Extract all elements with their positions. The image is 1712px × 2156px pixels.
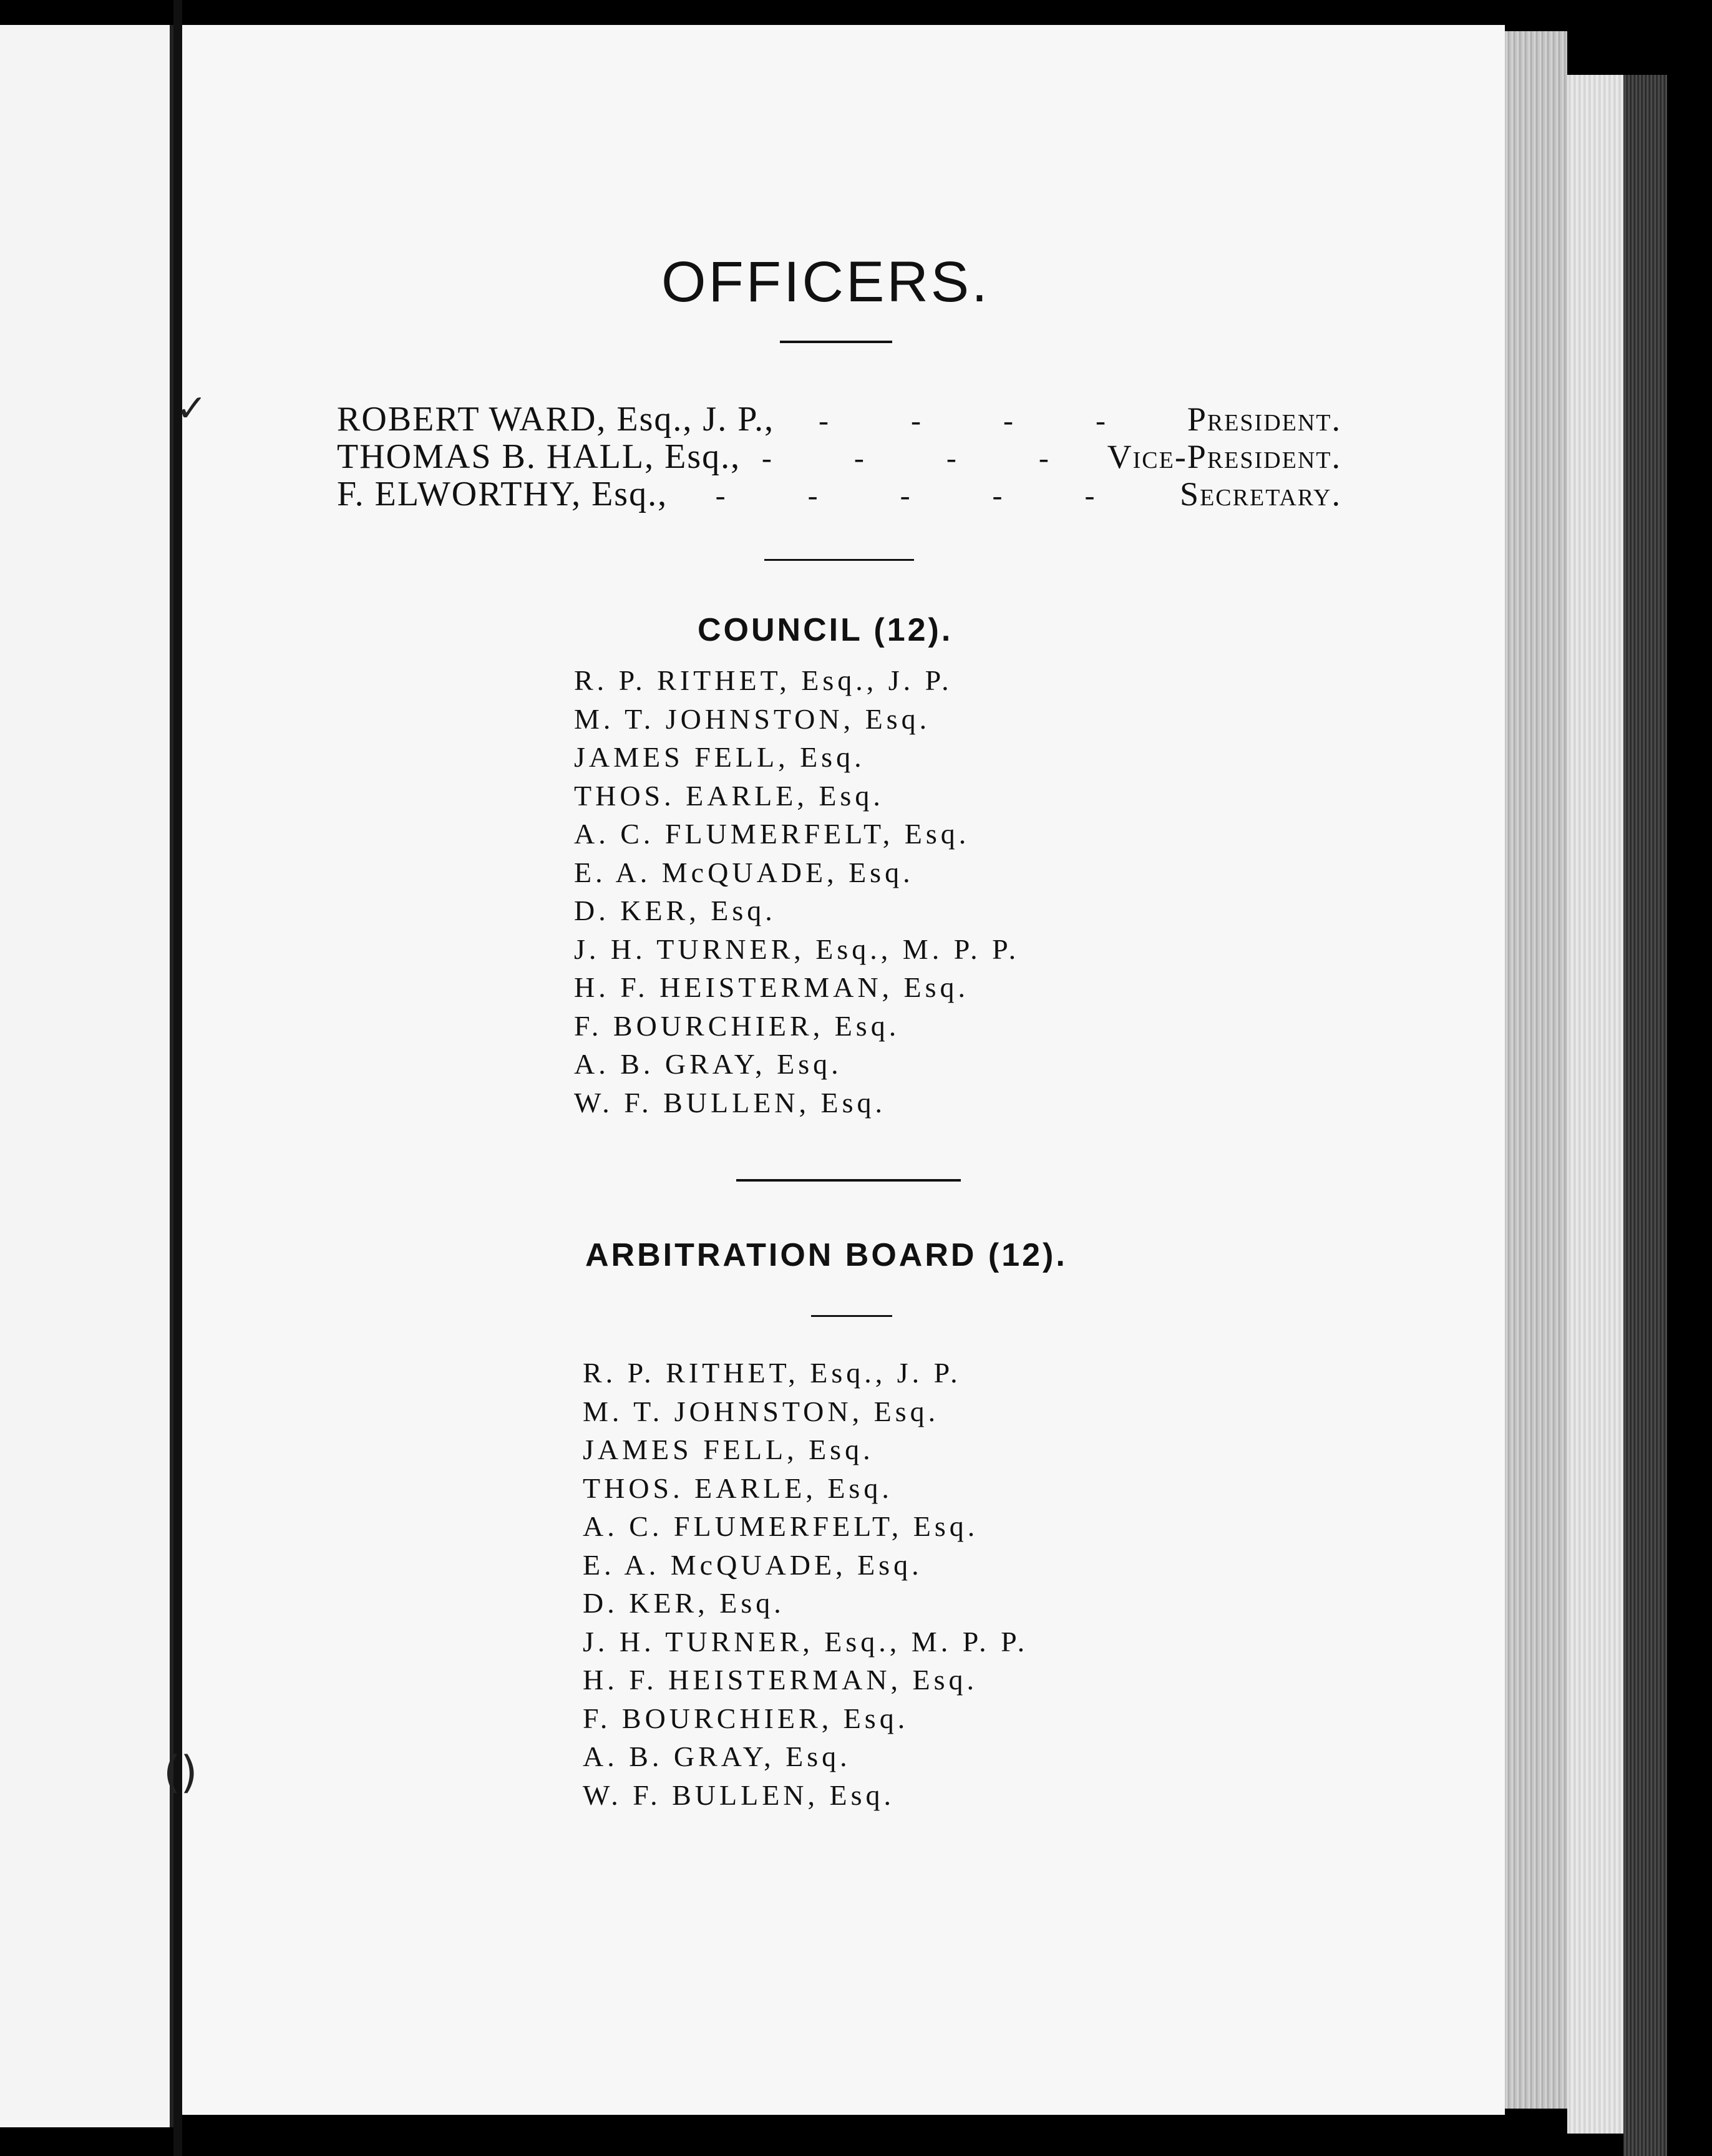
list-item: M. T. JOHNSTON, Esq. [583, 1395, 940, 1427]
officer-row [337, 399, 1341, 437]
list-item: F. BOURCHIER, Esq. [574, 1009, 900, 1042]
list-item: J. H. TURNER, Esq., M. P. P. [574, 933, 1020, 965]
officer-row [337, 474, 1341, 512]
page-title: OFFICERS. [661, 250, 990, 314]
arbitration-board-heading: ARBITRATION BOARD (12). [585, 1237, 1068, 1273]
leader-dashes: - - - - [819, 404, 1143, 437]
list-item: THOS. EARLE, Esq. [583, 1472, 893, 1504]
list-item: THOS. EARLE, Esq. [574, 779, 884, 812]
council-list [574, 661, 1019, 1122]
list-item: A. B. GRAY, Esq. [583, 1741, 851, 1772]
scan-mark-top: ✓ [176, 387, 208, 430]
list-item: JAMES FELL, Esq. [583, 1434, 874, 1465]
council-heading: COUNCIL (12). [698, 612, 953, 648]
book-cover-edge [1623, 75, 1667, 2156]
list-item: W. F. BULLEN, Esq. [583, 1779, 895, 1811]
officer-role: Vice-President. [1107, 438, 1341, 475]
scan-mark-bottom: () [163, 1747, 198, 1798]
officer-row [337, 437, 1341, 474]
list-item: W. F. BULLEN, Esq. [574, 1086, 887, 1119]
list-item: A. C. FLUMERFELT, Esq. [574, 818, 970, 850]
title-rule [780, 341, 892, 343]
list-item: E. A. McQUADE, Esq. [574, 856, 914, 888]
list-item: JAMES FELL, Esq. [574, 741, 865, 773]
officers-list [337, 399, 1341, 512]
leader-dashes: - - - - - [715, 479, 1132, 512]
list-item: R. P. RITHET, Esq., J. P. [583, 1357, 961, 1389]
facing-page [0, 25, 173, 2127]
arbitration-board-list [583, 1354, 1028, 1814]
list-item: H. F. HEISTERMAN, Esq. [583, 1664, 978, 1696]
officer-name: ROBERT WARD, Esq., J. P., [337, 400, 775, 439]
list-item: D. KER, Esq. [574, 895, 776, 926]
page-stack-edge [1505, 31, 1567, 2109]
leader-dashes: - - - - [761, 442, 1086, 475]
arbitration-rule [811, 1315, 892, 1317]
list-item: R. P. RITHET, Esq., J. P. [574, 664, 953, 696]
officer-name: F. ELWORTHY, Esq., [337, 475, 668, 513]
list-item: M. T. JOHNSTON, Esq. [574, 702, 931, 735]
list-item: H. F. HEISTERMAN, Esq. [574, 971, 970, 1003]
list-item: A. B. GRAY, Esq. [574, 1048, 842, 1080]
council-rule [736, 1179, 961, 1182]
officer-role: Secretary. [1180, 475, 1341, 513]
list-item: J. H. TURNER, Esq., M. P. P. [583, 1625, 1029, 1658]
list-item: E. A. McQUADE, Esq. [583, 1548, 923, 1581]
officer-role: President. [1187, 401, 1341, 438]
officers-rule [764, 559, 914, 561]
list-item: F. BOURCHIER, Esq. [583, 1702, 909, 1734]
list-item: A. C. FLUMERFELT, Esq. [583, 1510, 979, 1542]
list-item: D. KER, Esq. [583, 1587, 785, 1619]
officer-name: THOMAS B. HALL, Esq., [337, 437, 741, 476]
page-stack-edge-outer [1567, 75, 1623, 2134]
book-spine-gap [173, 0, 182, 2156]
